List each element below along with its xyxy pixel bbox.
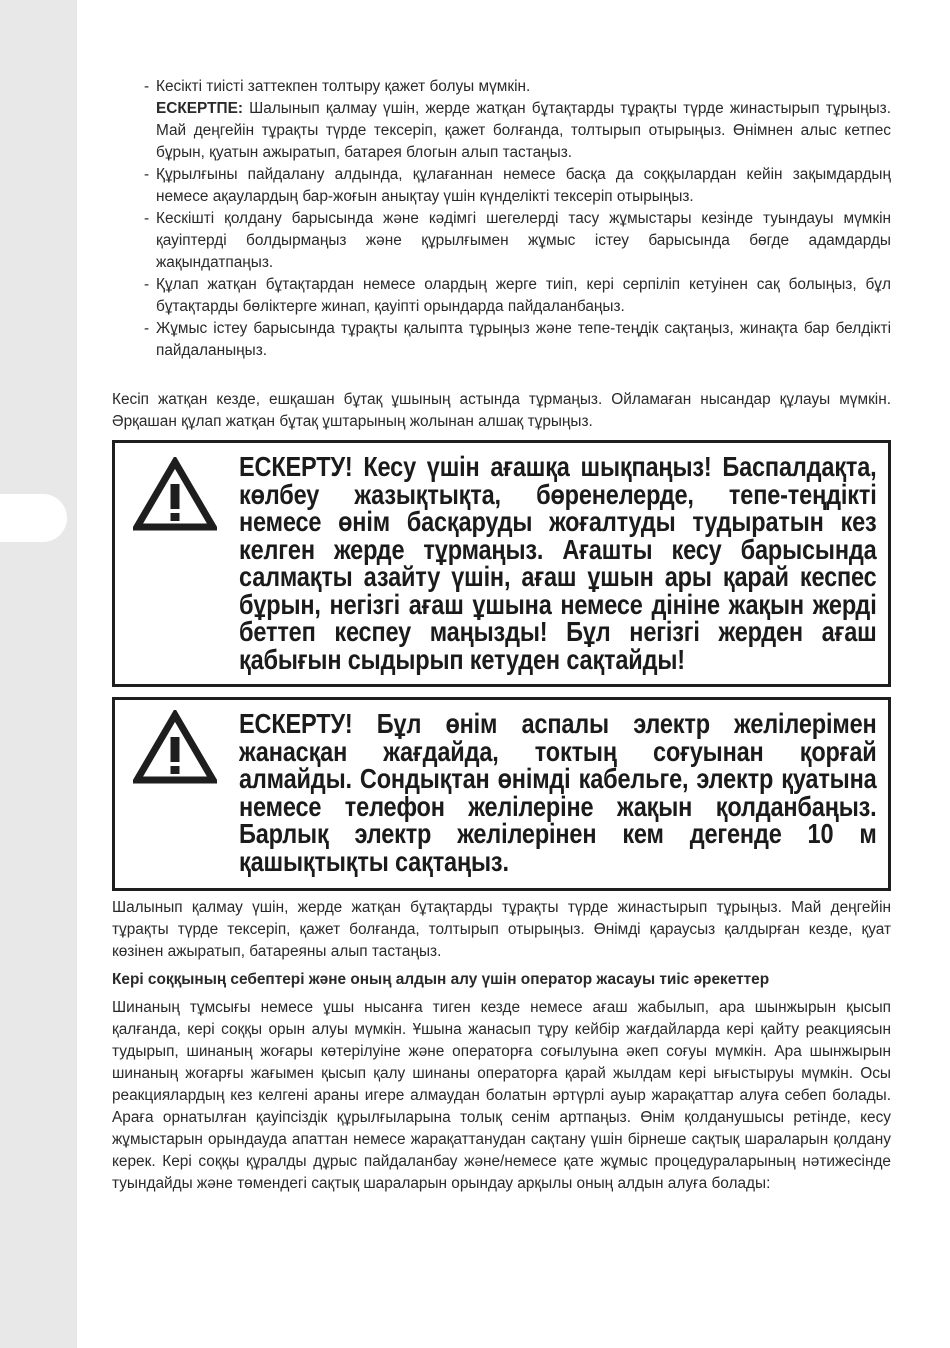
page-content [112, 76, 891, 1195]
list-item-text: Кескішті қолдану барысында және кәдімгі шегелерді тасу жұмыстары кезінде туындауы мүмкін қауіптерді болдырмаңыз және құрылғымен жұмыс істеу барысында бөгде адамдарды жақындатпаңыз. [156, 210, 891, 271]
warning-text: ЕСКЕРТУ! Кесу үшін ағашқа шықпаңыз! Баспалдақта, көлбеу жазықтықта, бөренелерде, тепе-теңдікті немесе өнім басқаруды жоғалтуды тудыратын кез келген жерде тұрмаңыз. Ағашты кесу барысында салмақты азайту үшін, ағаш ұшын ары қарай кеспес бұрын, негізгі ағаш ұшына немесе дініне жақын жерді беттеп кеспеу маңызды! Бұл негізгі жерден ағаш қабығын сыдырып кетуден сақтайды! [239, 451, 877, 675]
warning-text: ЕСКЕРТУ! Бұл өнім аспалы электр желілерімен жанасқан жағдайда, токтың соғуынан қорғай алмайды. Сондықтан өнімді кабельге, электр қуатына немесе телефон желілеріне жақын қолданбаңыз. Барлық электр желілерінен кем дегенде 10 м қашықтықты сақтаңыз. [239, 708, 877, 877]
list-item: - Құрылғыны пайдалану алдында, құлағаннан немесе басқа да соққылардан кейін зақымдардың немесе ақаулардың бар-жоғын анықтау үшін күнделікті тексеріп отырыңыз. [144, 164, 891, 208]
kickback-paragraph: Шинаның тұмсығы немесе ұшы нысанға тиген кезде немесе ағаш жабылып, ара шынжырын қысып қалғанда, кері соққы орын алуы мүмкін. Ұшына жанасып тұру кейбір жағдайларда кері қайту реакциясын тудырып, шинаның жоғары көтерілуіне және операторға соғылуына әкеп соғуы мүмкін. Ара шынжырын шинаның жоғарғы жағымен қысып қалу шинаны операторға қарай жылдам кері ығыстыруы мүмкін. Осы реакциялардың кез келгені араны игере алмаудан болатын әртүрлі ауыр жарақаттар алуға себеп болады. Араға орнатылған қауіпсіздік құрылғыларына толық сенім артпаңыз. Өнім қолданушысы ретінде, кесу жұмыстарын орындауда апаттан немесе жарақаттанудан сақтану үшін бірнеше сақтық шараларын қолдану керек. Кері соққы құралды дұрыс пайдаланбау және/немесе қате жұмыс процедураларының нәтижесінде туындайды және төмендегі сақтық шараларын орындау арқылы оның алдын алуға болады: [112, 999, 891, 1192]
cutting-paragraph: Кесіп жатқан кезде, ешқашан бұтақ ұшының астында тұрмаңыз. Ойламаған нысандар құлауы мүмкін. Әрқашан құлап жатқан бұтақ ұштарының жолынан алшақ тұрыңыз. [112, 391, 891, 430]
list-item-text: Кесікті тиісті заттекпен толтыру қажет болуы мүмкін. [156, 78, 531, 95]
section-heading: Кері соққының себептері және оның алдын алу үшін оператор жасауы тиіс әрекеттер [112, 971, 770, 988]
warning-triangle-icon [133, 457, 217, 531]
list-item: - Кесікті тиісті заттекпен толтыру қажет болуы мүмкін. ЕСКЕРТПЕ: Шалынып қалмау үшін, жерде жатқан бұтақтарды тұрақты түрде жинастырып тұрыңыз. Май деңгейін тұрақты түрде тексеріп, қажет болғанда, толтырып отырыңыз. Өнімнен алыс кетпес бұрын, қуатын ажыратып, батарея блогын алып тастаңыз. [144, 76, 891, 164]
list-item: - Жұмыс істеу барысында тұрақты қалыпта тұрыңыз және тепе-теңдік сақтаңыз, жинақта бар белдікті пайдаланыңыз. [144, 318, 891, 362]
list-item: - Кескішті қолдану барысында және кәдімгі шегелерді тасу жұмыстары кезінде туындауы мүмкін қауіптерді болдырмаңыз және құрылғымен жұмыс істеу барысында бөгде адамдарды жақындатпаңыз. [144, 208, 891, 274]
precaution-list [144, 76, 891, 362]
note-label: ЕСКЕРТПЕ: [156, 100, 243, 117]
warning-box-climbing [112, 440, 891, 687]
warning-box-power-lines [112, 697, 891, 891]
note [156, 98, 891, 164]
list-item: - Құлап жатқан бұтақтардан немесе олардың жерге тиіп, кері серпіліп кетуінен сақ болыңыз, бұл бұтақтарды бөліктерге жинап, қауіпті орындарда пайдаланбаңыз. [144, 274, 891, 318]
list-item-text: Құлап жатқан бұтақтардан немесе олардың жерге тиіп, кері серпіліп кетуінен сақ болыңыз, бұл бұтақтарды бөліктерге жинап, қауіпті орындарда пайдаланбаңыз. [156, 276, 891, 315]
list-item-text: Жұмыс істеу барысында тұрақты қалыпта тұрыңыз және тепе-теңдік сақтаңыз, жинақта бар белдікті пайдаланыңыз. [156, 320, 891, 359]
warning-triangle-icon [133, 710, 217, 784]
page-side-strip [0, 0, 77, 1348]
chapter-tab [0, 494, 67, 542]
note-text: Шалынып қалмау үшін, жерде жатқан бұтақтарды тұрақты түрде жинастырып тұрыңыз. Май деңгейін тұрақты түрде тексеріп, қажет болғанда, толтырып отырыңыз. Өнімнен алыс кетпес бұрын, қуатын ажыратып, батарея блогын алып тастаңыз. [156, 100, 891, 161]
safety-paragraph: Шалынып қалмау үшін, жерде жатқан бұтақтарды тұрақты түрде жинастырып тұрыңыз. Май деңгейін тұрақты түрде тексеріп, қажет болғанда, толтырып отырыңыз. Өнімді қараусыз қалдырған кезде, қуат көзінен ажыратып, батареяны алып тастаңыз. [112, 899, 891, 960]
list-item-text: Құрылғыны пайдалану алдында, құлағаннан немесе басқа да соққылардан кейін зақымдардың немесе ақаулардың бар-жоғын анықтау үшін күнделікті тексеріп отырыңыз. [156, 166, 891, 205]
